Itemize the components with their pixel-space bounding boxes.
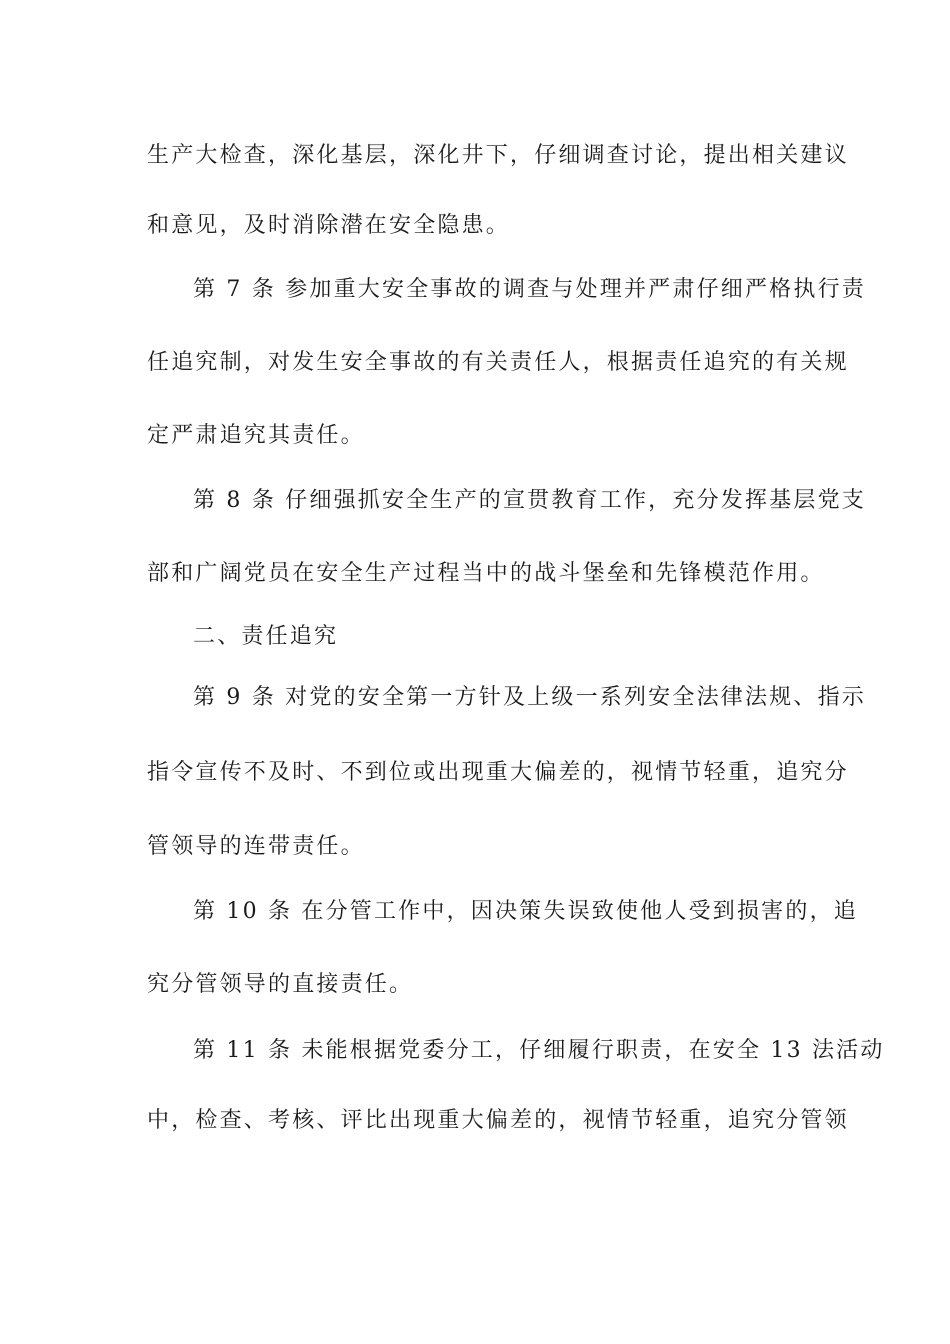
text-line: 生产大检查，深化基层，深化井下，仔细调查讨论，提出相关建议 (147, 143, 849, 168)
article-9-heading-line: 第 9 条 对党的安全第一方针及上级一系列安全法律法规、指示 (193, 685, 866, 710)
article-8-heading-line: 第 8 条 仔细强抓安全生产的宣贯教育工作，充分发挥基层党支 (193, 488, 866, 513)
text-line: 定严肃追究其责任。 (147, 423, 365, 448)
text-line: 中，检查、考核、评比出现重大偏差的，视情节轻重，追究分管领 (147, 1108, 849, 1133)
text-line: 和意见，及时消除潜在安全隐患。 (147, 213, 511, 238)
article-10-heading-line: 第 10 条 在分管工作中，因决策失误致使他人受到损害的，追 (193, 899, 858, 924)
text-line: 指令宣传不及时、不到位或出现重大偏差的，视情节轻重，追究分 (147, 760, 849, 785)
section-heading: 二、责任追究 (193, 624, 339, 649)
text-line: 任追究制，对发生安全事故的有关责任人，根据责任追究的有关规 (147, 350, 849, 375)
text-line: 部和广阔党员在安全生产过程当中的战斗堡垒和先锋模范作用。 (147, 561, 825, 586)
article-11-heading-line: 第 11 条 未能根据党委分工，仔细履行职责，在安全 13 法活动 (193, 1038, 885, 1063)
text-line: 管领导的连带责任。 (147, 834, 365, 859)
article-7-heading-line: 第 7 条 参加重大安全事故的调查与处理并严肃仔细严格执行责 (193, 277, 866, 302)
text-line: 究分管领导的直接责任。 (147, 972, 414, 997)
